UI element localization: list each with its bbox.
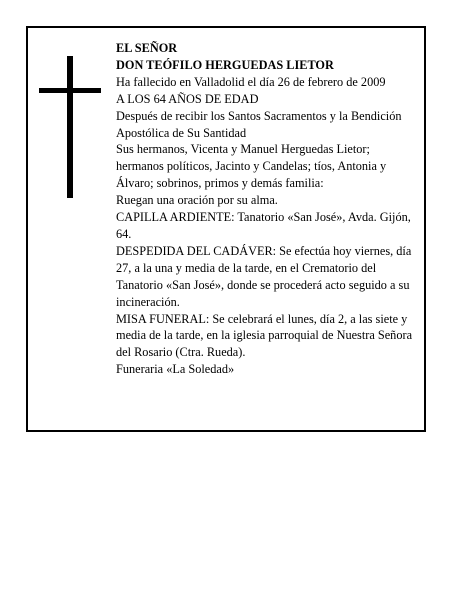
notice-title: EL SEÑOR	[116, 41, 178, 55]
funeral-home: Funeraria «La Soledad»	[116, 362, 235, 377]
age-line: A LOS 64 AÑOS DE EDAD	[116, 91, 259, 106]
notice-text	[116, 40, 420, 378]
prayer-request: Ruegan una oración por su alma.	[116, 193, 278, 208]
cross-vertical-bar	[67, 56, 73, 198]
chapel-info: CAPILLA ARDIENTE: Tanatorio «San José», Avda. Gijón, 64.	[116, 210, 411, 241]
cross-icon	[39, 56, 101, 198]
funeral-mass-info: MISA FUNERAL: Se celebrará el lunes, día 2, a las siete y media de la tarde, en la iglesia parroquial de Nuestra Señora del Rosario (Ctra. Rueda).	[116, 311, 413, 360]
farewell-info: DESPEDIDA DEL CADÁVER: Se efectúa hoy viernes, día 27, a la una y media de la tarde, en el Crematorio del Tanatorio «San José», donde se procederá acto seguido a su incineración.	[116, 243, 412, 309]
sacraments-line: Después de recibir los Santos Sacramentos y la Bendición Apostólica de Su Santidad	[116, 108, 402, 140]
deceased-name: DON TEÓFILO HERGUEDAS LIETOR	[116, 57, 334, 72]
cross-horizontal-bar	[39, 88, 101, 93]
death-announcement: Ha fallecido en Valladolid el día 26 de febrero de 2009	[116, 74, 386, 89]
family-list: Sus hermanos, Vicenta y Manuel Herguedas Lietor; hermanos políticos, Jacinto y Candelas; tíos, Antonia y Álvaro; sobrinos, primos y demás familia:	[116, 142, 387, 191]
obituary-notice	[26, 26, 426, 432]
